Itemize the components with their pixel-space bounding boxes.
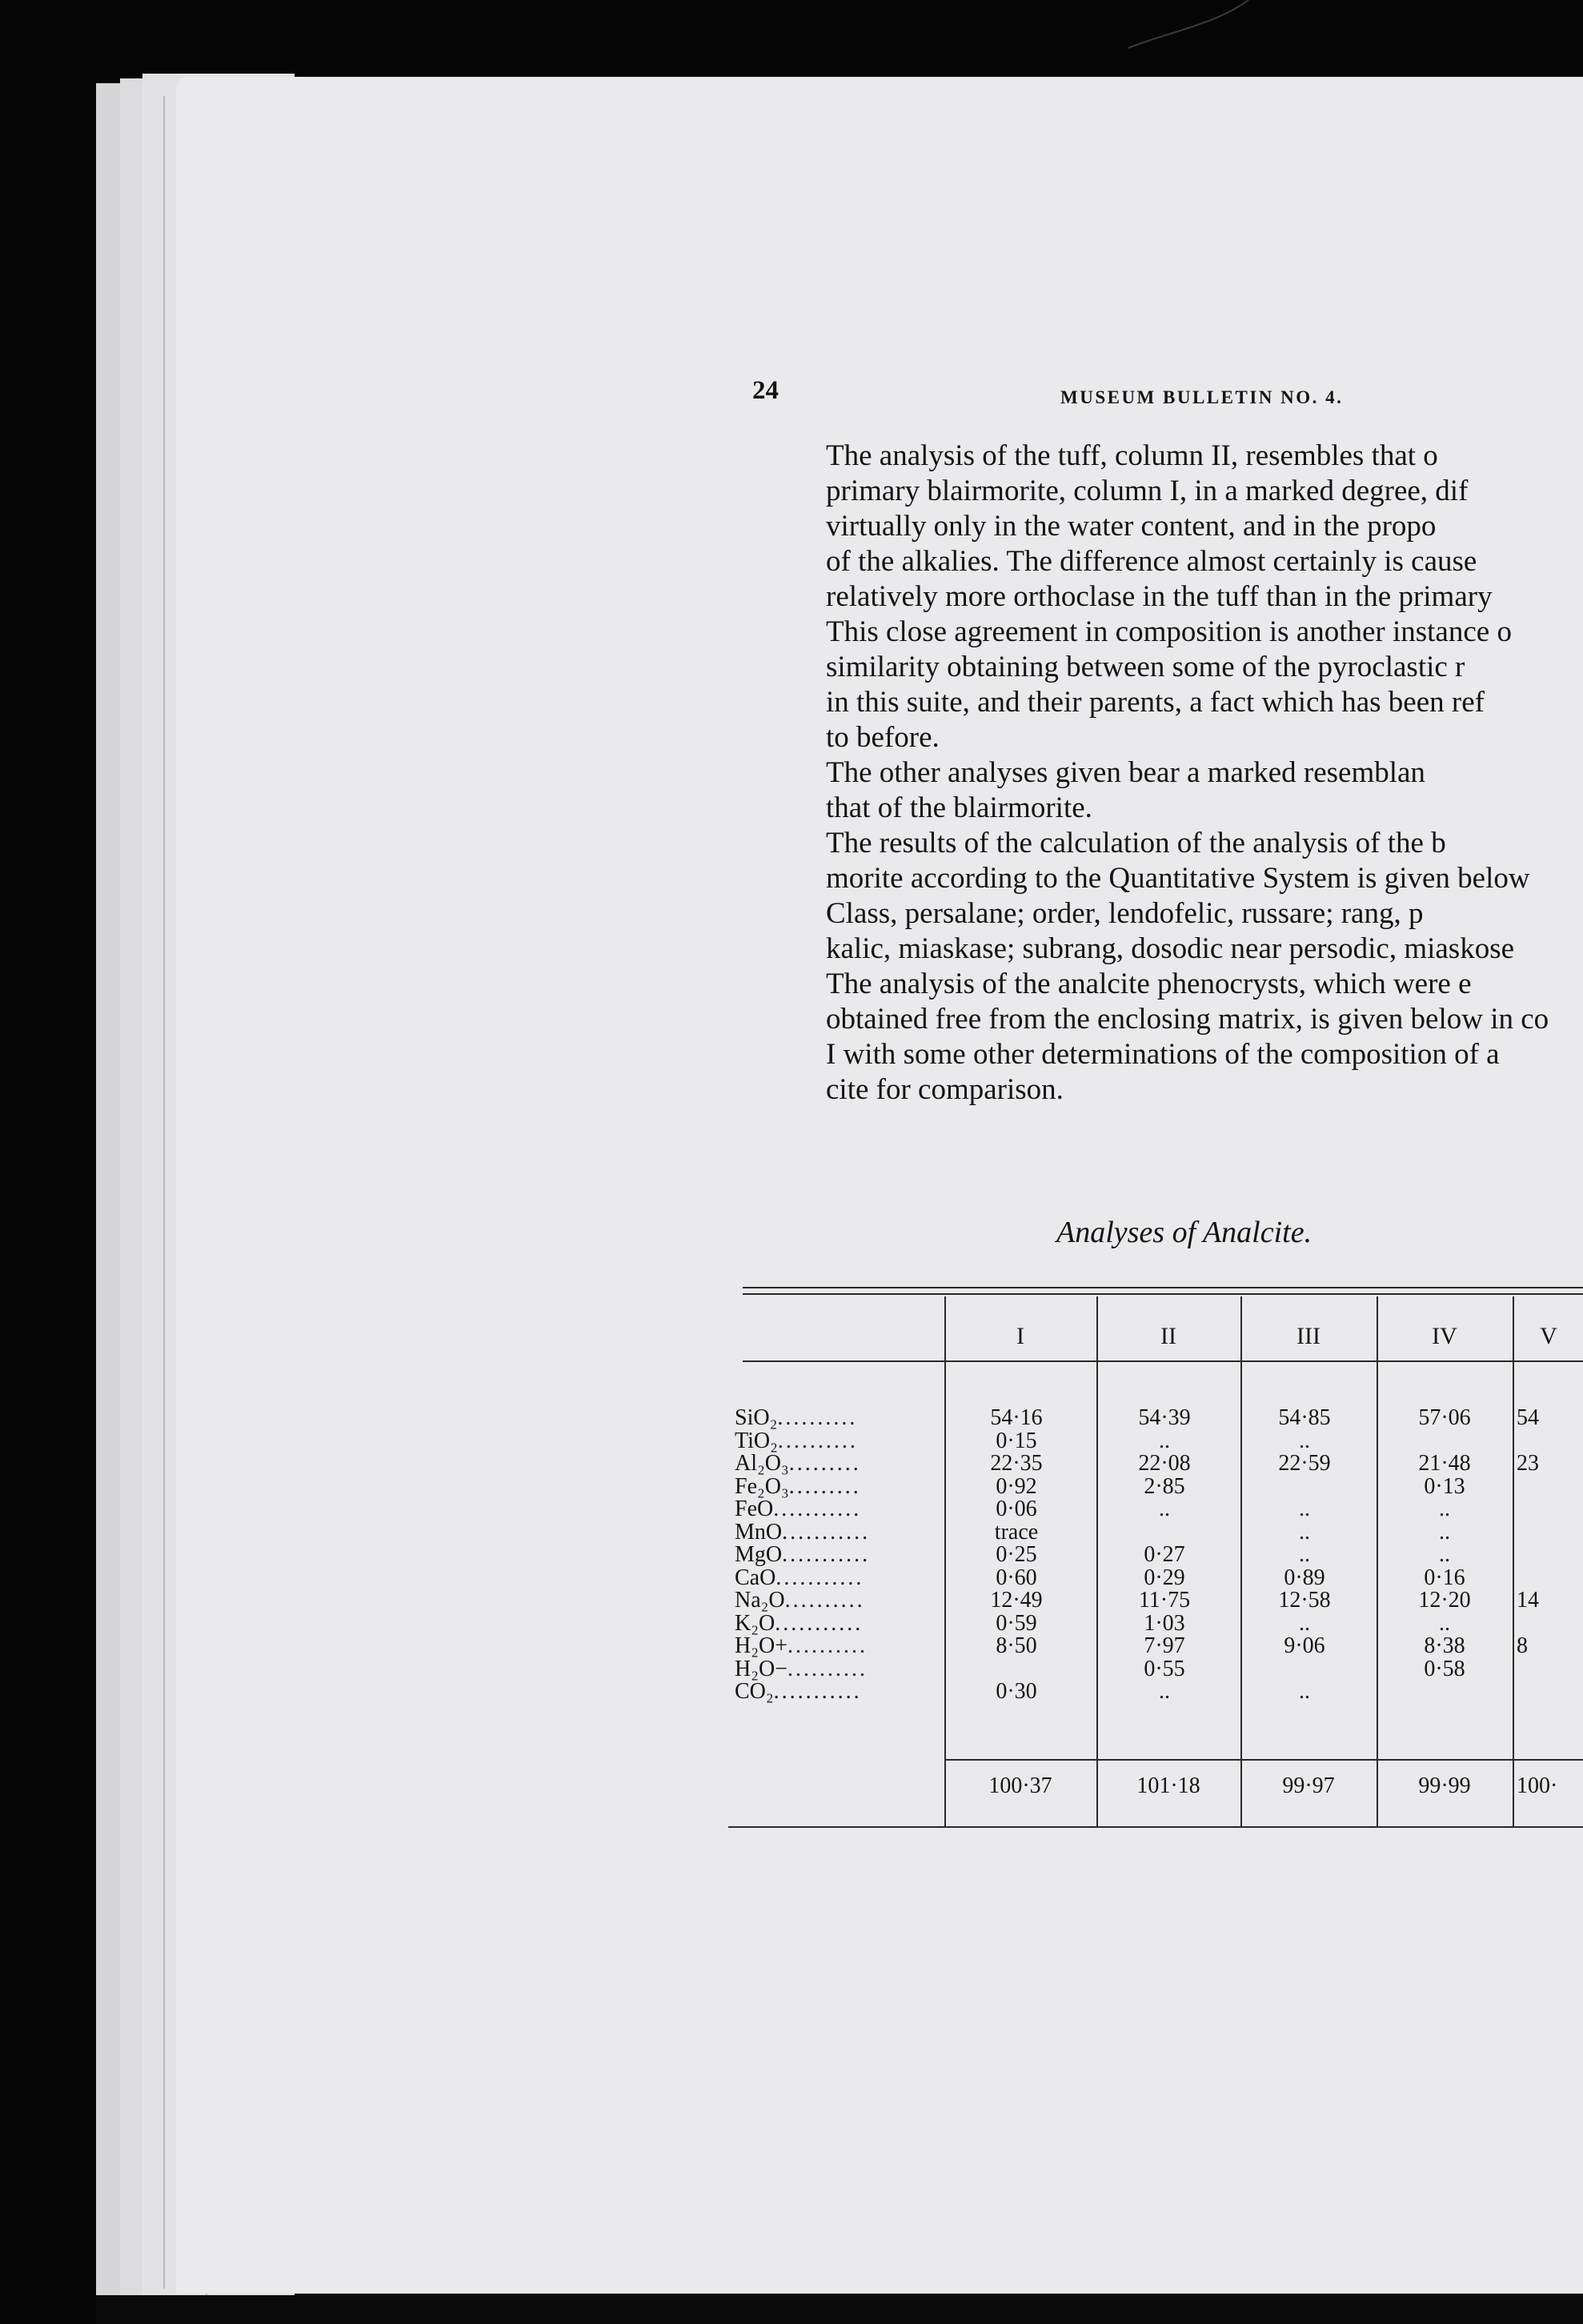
table-cell: 0·60	[996, 1565, 1037, 1590]
row-label	[735, 1567, 864, 1589]
row-label	[735, 1681, 862, 1703]
row-label-text: H₂O+	[735, 1633, 787, 1658]
table-cell: ..	[1159, 1679, 1170, 1704]
table-cell: trace	[994, 1519, 1039, 1545]
row-label	[735, 1452, 861, 1475]
column-header: II	[1160, 1323, 1176, 1349]
paragraph	[750, 896, 1583, 967]
paragraph	[750, 755, 1583, 826]
table-cell: 23	[1517, 1451, 1539, 1476]
table-cell: 0·25	[996, 1542, 1037, 1567]
total-cell: 101·18	[1136, 1773, 1200, 1798]
table-cell: 54·39	[1138, 1405, 1191, 1430]
column-header: V	[1540, 1323, 1557, 1349]
text-line: kalic, miaskase; subrang, dosodic near persodic, miaskose	[826, 932, 1515, 965]
leader-dots: ...........	[782, 1542, 871, 1567]
row-label	[735, 1430, 858, 1452]
table-cell: 12·49	[990, 1588, 1043, 1613]
table-cell: 0·29	[1144, 1565, 1185, 1590]
table-cell: 8	[1517, 1633, 1528, 1658]
row-label-text: TiO₂	[735, 1428, 778, 1453]
table-bottom-rule	[728, 1826, 1583, 1828]
table-cell: 0·58	[1424, 1656, 1465, 1681]
text-line: The analysis of the tuff, column II, resembles that o	[826, 439, 1438, 472]
table-cell: ..	[1299, 1610, 1310, 1636]
table-cell: 7·97	[1144, 1633, 1185, 1658]
total-cell: 99·97	[1282, 1773, 1335, 1798]
table-cell: ..	[1299, 1428, 1310, 1453]
text-line: relatively more orthoclase in the tuff than in the primary	[826, 580, 1493, 613]
row-label	[735, 1498, 861, 1521]
table-cell: 22·08	[1138, 1451, 1191, 1476]
leader-dots: ..........	[784, 1588, 865, 1613]
leader-dots: ...........	[782, 1519, 871, 1545]
table-cell: ..	[1299, 1497, 1310, 1521]
table-cell: ..	[1439, 1542, 1450, 1567]
row-label-text: K₂O	[735, 1610, 775, 1636]
column-divider	[1513, 1296, 1514, 1826]
table-cell: 1·03	[1144, 1610, 1185, 1636]
table-cell: 0·89	[1284, 1565, 1325, 1590]
row-label-text: FeO	[735, 1497, 774, 1521]
row-label	[735, 1407, 857, 1429]
page-header	[752, 376, 1583, 415]
table-cell: ..	[1439, 1610, 1450, 1636]
text-line: The other analyses given bear a marked resemblan	[826, 756, 1425, 789]
table-cell: 54·85	[1278, 1405, 1331, 1430]
table-cell: 0·15	[996, 1428, 1037, 1453]
row-label	[735, 1544, 870, 1566]
table-cell: 12·20	[1418, 1588, 1471, 1613]
table-cell: 0·13	[1424, 1473, 1465, 1499]
text-line: Class, persalane; order, lendofelic, russare; rang, p	[826, 897, 1424, 930]
table-cell: ..	[1299, 1679, 1310, 1704]
text-line: The analysis of the analcite phenocrysts, which were e	[826, 968, 1472, 1000]
table-cell: 0·16	[1424, 1565, 1465, 1590]
row-label-text: MnO	[735, 1519, 783, 1545]
column-divider	[1377, 1296, 1378, 1826]
running-title: MUSEUM BULLETIN NO. 4.	[1060, 387, 1344, 407]
leader-dots: ...........	[775, 1610, 864, 1636]
table-caption: Analyses of Analcite.	[1056, 1216, 1312, 1249]
text-line: This close agreement in composition is another instance o	[826, 615, 1512, 648]
column-divider	[944, 1296, 946, 1826]
text-line: that of the blairmorite.	[826, 791, 1092, 824]
header-rule	[743, 1360, 1583, 1362]
column-header: I	[1016, 1323, 1024, 1349]
table-cell: 8·38	[1424, 1633, 1465, 1658]
row-label-text: Na₂O	[735, 1588, 785, 1613]
table-cell: 0·30	[996, 1679, 1037, 1704]
table-cell: 0·27	[1144, 1542, 1185, 1567]
table-cell: 22·59	[1278, 1451, 1331, 1476]
table-cell: 57·06	[1418, 1405, 1471, 1430]
text-line: of the alkalies. The difference almost certainly is cause	[826, 545, 1477, 578]
table-cell: 0·92	[996, 1473, 1037, 1499]
table-cell: 12·58	[1278, 1588, 1331, 1613]
table-cell: ..	[1299, 1519, 1310, 1545]
row-label-text: SiO₂	[735, 1405, 778, 1430]
text-line: to before.	[826, 721, 940, 754]
row-label-text: Fe₂O₃	[735, 1473, 789, 1499]
table-cell: ..	[1159, 1428, 1170, 1453]
table-cell: 9·06	[1284, 1633, 1325, 1658]
leader-dots: ...........	[773, 1679, 862, 1704]
row-label-text: MgO	[735, 1542, 783, 1567]
table-cell: 0·06	[996, 1497, 1037, 1521]
table-cell: 54·16	[990, 1405, 1043, 1430]
text-line: similarity obtaining between some of the pyroclastic r	[826, 651, 1465, 683]
table-cell: 2·85	[1144, 1473, 1185, 1499]
total-cell: 100·	[1517, 1773, 1558, 1798]
text-line: I with some other determinations of the composition of a	[826, 1038, 1500, 1071]
table-cell: 8·50	[996, 1633, 1037, 1658]
paragraph	[750, 439, 1583, 755]
row-label	[735, 1610, 864, 1636]
table-top-rule	[743, 1287, 1583, 1288]
total-cell: 99·99	[1418, 1773, 1471, 1798]
table-cell: 0·55	[1144, 1656, 1185, 1681]
body-text	[750, 439, 1583, 1108]
row-label	[735, 1658, 868, 1681]
table-top-rule	[743, 1293, 1583, 1295]
row-label-text: H₂O−	[735, 1656, 787, 1681]
paragraph	[750, 826, 1583, 896]
row-label	[735, 1589, 865, 1612]
text-line: in this suite, and their parents, a fact which has been ref	[826, 686, 1485, 719]
leader-dots: ...........	[773, 1497, 862, 1521]
text-line: The results of the calculation of the analysis of the b	[826, 827, 1446, 859]
text-line: obtained free from the enclosing matrix, is given below in co	[826, 1003, 1549, 1036]
text-line: morite according to the Quantitative System is given below	[826, 862, 1530, 895]
row-label-text: Al₂O₃	[735, 1451, 789, 1476]
table-cell: ..	[1159, 1497, 1170, 1521]
row-label	[735, 1635, 868, 1657]
column-header: IV	[1432, 1323, 1457, 1349]
column-header: III	[1296, 1323, 1321, 1349]
text-line: virtually only in the water content, and in the propo	[826, 510, 1437, 543]
table-cell: 14	[1517, 1588, 1539, 1613]
row-label-text: CO₂	[735, 1679, 774, 1704]
paragraph	[750, 967, 1583, 1108]
page-number: 24	[752, 376, 779, 405]
table-cell: 54	[1517, 1405, 1539, 1430]
table-cell: 22·35	[990, 1451, 1043, 1476]
table-cell: ..	[1439, 1519, 1450, 1545]
table-cell: 0·59	[996, 1610, 1037, 1636]
row-label	[735, 1521, 870, 1544]
column-divider	[1096, 1296, 1098, 1826]
leader-dots: .........	[788, 1473, 861, 1499]
row-label-text: CaO	[735, 1565, 776, 1590]
leader-dots: ...........	[775, 1565, 864, 1590]
analysis-table	[728, 1279, 1583, 1839]
leader-dots: ..........	[787, 1633, 868, 1658]
leader-dots: ..........	[777, 1405, 858, 1430]
table-cell: ..	[1299, 1542, 1310, 1567]
leader-dots: .........	[788, 1451, 861, 1476]
total-cell: 100·37	[988, 1773, 1052, 1798]
total-rule	[944, 1759, 1583, 1761]
text-line: primary blairmorite, column I, in a marked degree, dif	[826, 475, 1469, 507]
table-cell: 11·75	[1138, 1588, 1191, 1613]
text-line: cite for comparison.	[826, 1073, 1064, 1106]
leader-dots: ..........	[777, 1428, 858, 1453]
row-label	[735, 1473, 861, 1499]
table-cell: 21·48	[1418, 1451, 1471, 1476]
column-divider	[1240, 1296, 1242, 1826]
leader-dots: ..........	[787, 1656, 868, 1681]
table-cell: ..	[1439, 1497, 1450, 1521]
